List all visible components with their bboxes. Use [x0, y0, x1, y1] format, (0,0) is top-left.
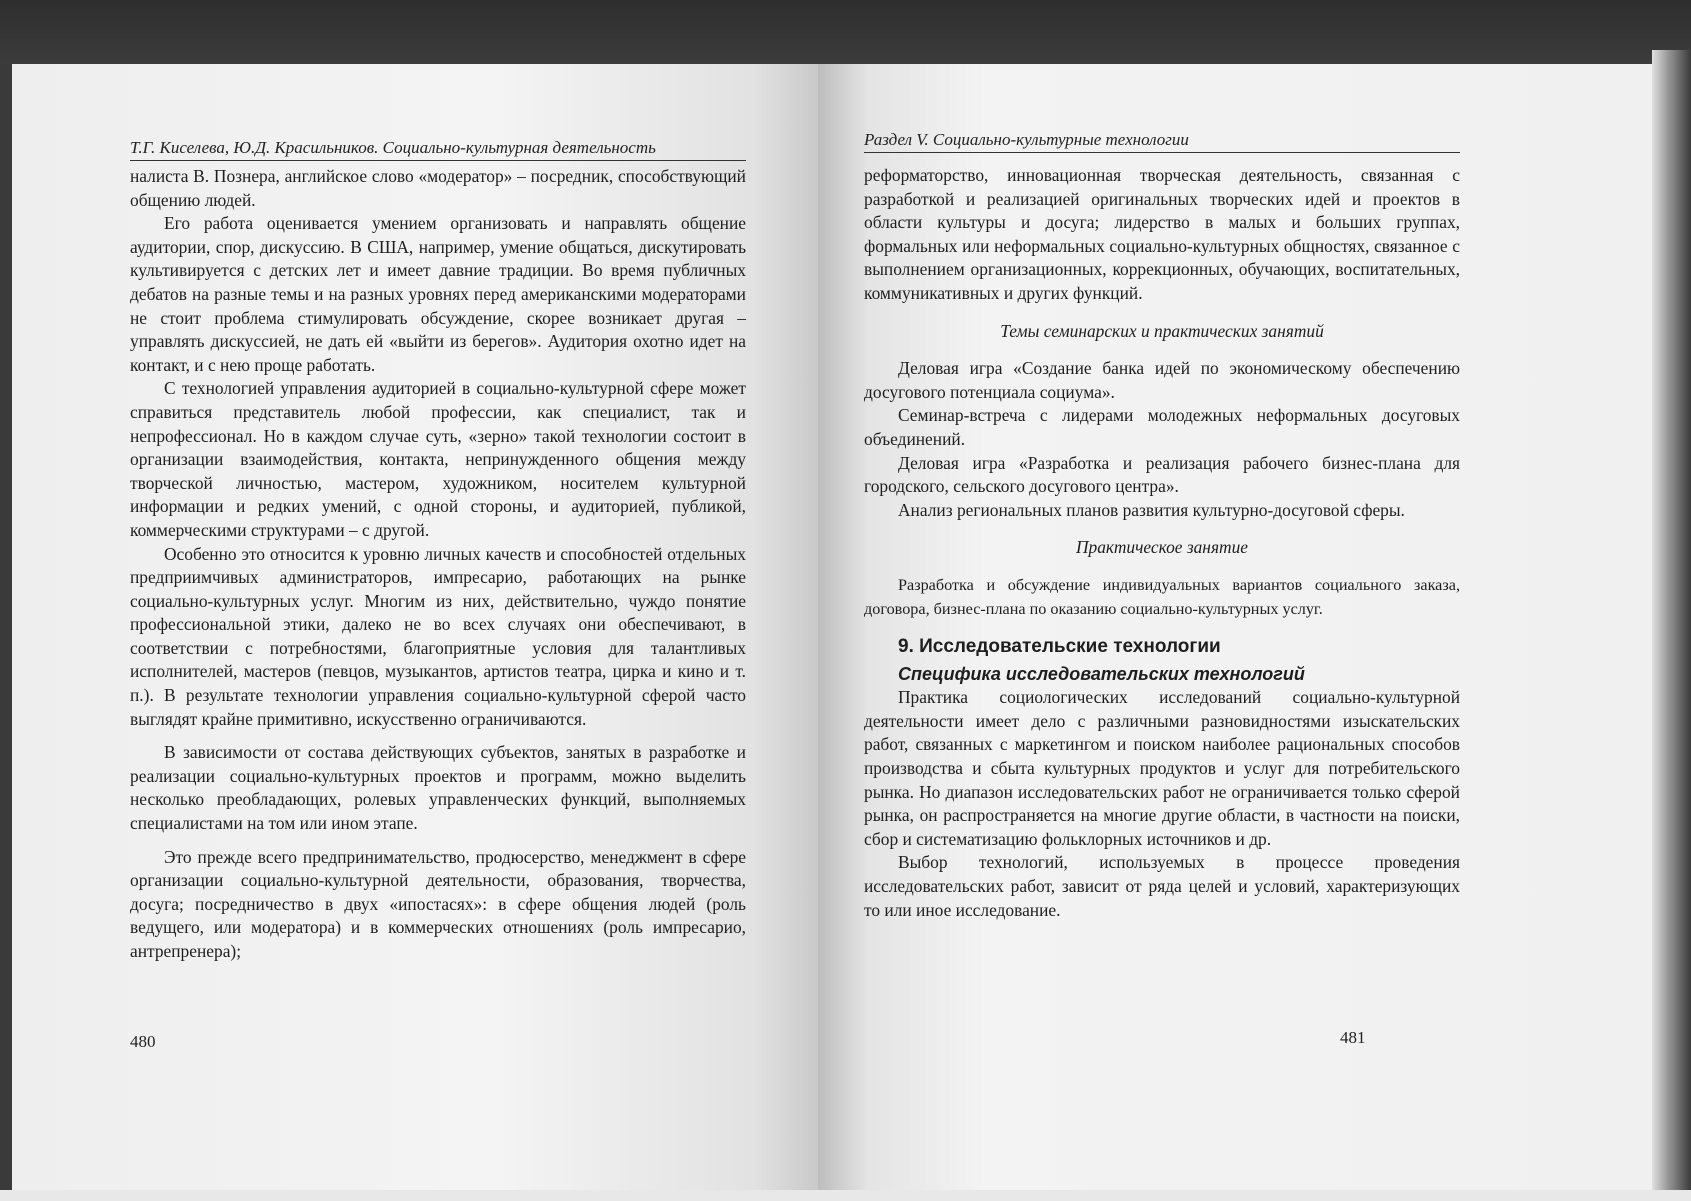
running-header-left: Т.Г. Киселева, Ю.Д. Красильников. Социально-культурная деятельность — [130, 138, 746, 161]
paragraph: С технологией управления аудиторией в социально-культурной сфере может справиться представитель любой профессии, как специалист, так и непрофессионал. Но в каждом случае суть, «зерно» такой технологии состоит в организации взаимодействия, контакта, непринужденного общения между творческой личностью, мастером, художником, носителем культурной информации и редких умений, с одной стороны, и аудиторией, публикой, коммерческими структурами – с другой. — [130, 378, 746, 540]
paragraph: В зависимости от состава действующих субъектов, занятых в разработке и реализации социально-культурных проектов и программ, можно выделить несколько преобладающих, ролевых управленческих функций, выполняемых специалистами на том или ином этапе. — [130, 742, 746, 834]
right-page — [818, 64, 1652, 1190]
paragraph: Практика социологических исследований социально-культурной деятельности имеет дело с различными разновидностями изыскательских работ, связанных с маркетингом и поиском наиболее рациональных способов производства и сбыта культурных продуктов и услуг для потребительского рынка. Но диапазон исследовательских работ не ограничивается только сферой рынка, он распространяется на многие другие области, в частности на поиски, сбор и систематизацию фольклорных источников и др. — [864, 687, 1460, 849]
practical-lesson-text: Разработка и обсуждение индивидуальных вариантов социального заказа, договора, бизнес-плана по оказанию социально-культурных услуг. — [864, 575, 1460, 618]
seminar-item: Деловая игра «Разработка и реализация рабочего бизнес-плана для городского, сельского досугового центра». — [864, 452, 1460, 497]
subsection-heading: Специфика исследовательских технологий — [898, 663, 1305, 684]
seminar-topics-title: Темы семинарских и практических занятий — [1000, 320, 1324, 341]
paragraph-gap — [130, 731, 746, 741]
paragraph: Особенно это относится к уровню личных качеств и способностей отдельных предприимчивых администраторов, импресарио, работающих на рынке социально-культурных услуг. Многим из них, действительно, чуждо понятие профессиональной этики, далеко не во всех случаях они обеспечивают, в соответствии с потребностями, благоприятные условия для талантливых исполнителей, мастеров (певцов, музыкантов, артистов театра, цирка и кино и т. п.). В результате технологии управления социально-культурной сферой часто выглядят крайне примитивно, искусственно ограничиваются. — [130, 543, 746, 729]
seminar-item: Деловая игра «Создание банка идей по экономическому обеспечению досугового потенциала социума». — [864, 358, 1460, 402]
paragraph: реформаторство, инновационная творческая деятельность, связанная с разработкой и реализацией оригинальных творческих идей и проектов в области культуры и досуга; лидерство в малых и больших группах, формальных или неформальных социально-культурных общностях, связанное с выполнением организационных, коррекционных, обучающих, воспитательных, коммуникативных и других функций. — [864, 165, 1460, 303]
left-page-body — [130, 165, 746, 964]
book-page-edge — [1652, 50, 1691, 1190]
paragraph: налиста В. Познера, английское слово «модератор» – посредник, способствующий общению людей. — [130, 166, 746, 210]
scan-background-bottom — [0, 1190, 1691, 1201]
page-number-left: 480 — [130, 1032, 156, 1051]
left-page — [12, 64, 818, 1190]
paragraph: Его работа оценивается умением организовать и направлять общение аудитории, спор, дискуссию. В США, например, умение общаться, дискутировать культивируется с детских лет и имеет давние традиции. Во время публичных дебатов на разные темы и на разных уровнях перед американскими модераторами не стоит проблема стимулировать обсуждение, скорее возникает другая – управлять дискуссией, не дать ей «выйти из берегов». Аудитория охотно идет на контакт, и с нею проще работать. — [130, 213, 746, 375]
seminar-item: Семинар-встреча с лидерами молодежных неформальных досуговых объединений. — [864, 405, 1460, 449]
right-page-body — [864, 164, 1460, 922]
seminar-item: Анализ региональных планов развития культурно-досуговой сферы. — [898, 499, 1405, 520]
section-heading: 9. Исследовательские технологии — [898, 636, 1221, 658]
page-number-right: 481 — [1340, 1028, 1366, 1047]
running-header-right: Раздел V. Социально-культурные технологии — [864, 130, 1460, 153]
practical-lesson-title: Практическое занятие — [1075, 537, 1248, 558]
paragraph: Выбор технологий, используемых в процессе проведения исследовательских работ, зависит от ряда целей и условий, характеризующих то или иное исследование. — [864, 852, 1460, 920]
scan-background-top — [0, 0, 1691, 64]
paragraph: Это прежде всего предпринимательство, продюсерство, менеджмент в сфере организации социально-культурной деятельности, образования, творчества, досуга; посредничество в двух «ипостасях»: в сфере общения людей (роль ведущего, или модератора) и в коммерческих отношениях (роль импресарио, антрепренера); — [130, 846, 746, 961]
paragraph-gap — [130, 836, 746, 846]
